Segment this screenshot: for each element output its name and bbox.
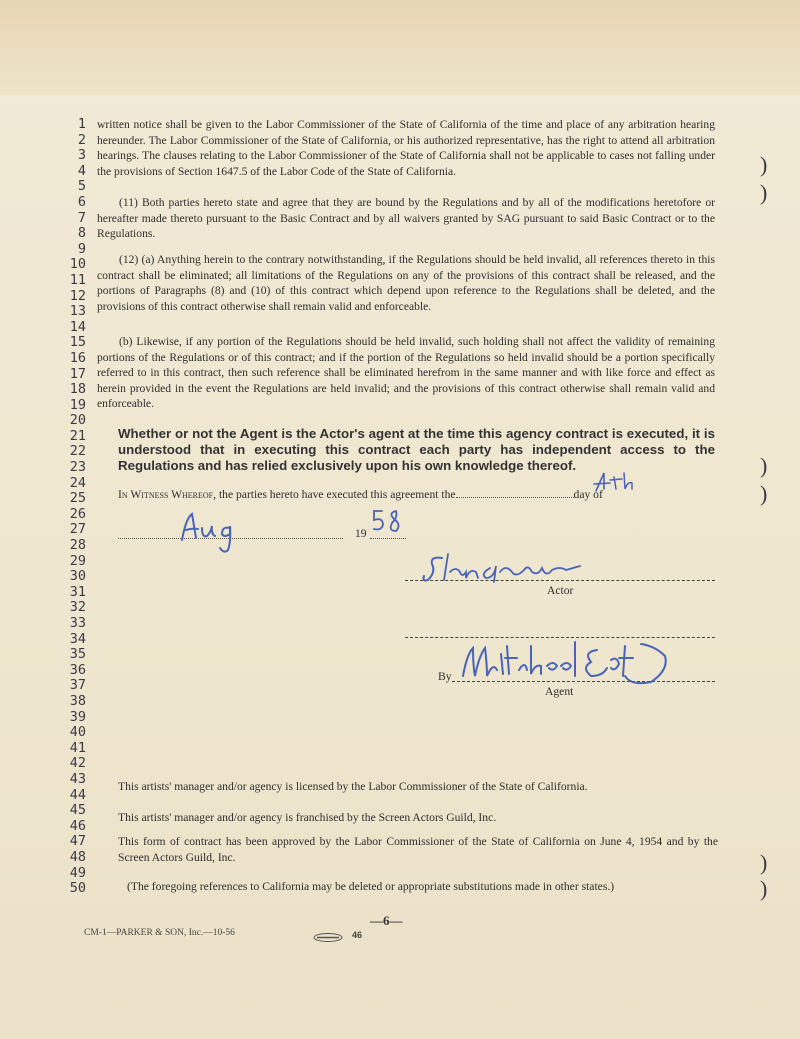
page-number: —6— xyxy=(370,913,403,928)
year-blank xyxy=(370,538,406,539)
line-number: 14 xyxy=(69,318,86,335)
line-number: 39 xyxy=(69,708,86,725)
line-number: 49 xyxy=(69,864,86,881)
line-number: 40 xyxy=(69,724,86,741)
paragraph-arbitration-notice xyxy=(97,117,715,179)
line-number: 43 xyxy=(69,770,86,787)
date-line xyxy=(118,525,418,541)
line-number: 34 xyxy=(69,630,86,647)
line-number: 33 xyxy=(69,615,86,631)
line-number: 44 xyxy=(69,786,86,803)
month-blank xyxy=(118,538,343,539)
line-number: 3 xyxy=(77,147,86,164)
margin-bracket-mark: ) xyxy=(760,152,768,177)
actor-signature-line xyxy=(405,580,715,581)
line-number: 31 xyxy=(69,583,86,600)
line-number: 29 xyxy=(69,552,86,569)
line-number: 42 xyxy=(69,755,86,772)
paragraph-12b xyxy=(97,334,715,412)
printer-imprint: CM-1—PARKER & SON, Inc.—10-56 xyxy=(84,928,235,938)
agent-label: Agent xyxy=(545,685,574,698)
year-prefix: 19 xyxy=(355,527,367,540)
franchised-statement: This artists' manager and/or agency is franchised by the Screen Actors Guild, Inc. xyxy=(118,811,497,824)
actor-label: Actor xyxy=(547,584,574,597)
margin-bracket-mark: ) xyxy=(760,180,768,205)
margin-bracket-mark: ) xyxy=(760,481,768,506)
line-number: 24 xyxy=(69,474,86,491)
line-number: 16 xyxy=(69,349,86,366)
margin-bracket-mark: ) xyxy=(760,876,768,901)
paragraph-text: (b) Likewise, if any portion of the Regulations should be held invalid, such holding shall not affect the validity of remaining portions of the Regulations or of this contract; and if the portion of the Regulations so held invalid should be a portion specifically referred to in this contract, then such reference shall be eliminated herefrom in the same manner and with like force and effect as herein provided in the event the Regulations are held invalid; and the provisions of this contract otherwise shall remain valid and enforceable. xyxy=(97,335,715,411)
line-number: 41 xyxy=(69,739,86,756)
line-number: 45 xyxy=(69,802,86,819)
union-label-icon xyxy=(313,933,343,942)
witness-line xyxy=(118,487,715,503)
line-number: 19 xyxy=(69,396,86,413)
agent-signature xyxy=(455,636,695,696)
union-label-number: 46 xyxy=(352,930,363,940)
line-number: 7 xyxy=(77,209,86,226)
line-number: 36 xyxy=(69,661,86,678)
line-number: 2 xyxy=(77,131,86,148)
day-of-label: day of xyxy=(573,488,603,501)
line-number: 5 xyxy=(77,178,86,195)
line-number: 8 xyxy=(77,225,86,242)
line-number: 11 xyxy=(69,271,86,288)
line-number: 9 xyxy=(77,240,86,257)
line-number: 18 xyxy=(69,381,86,398)
day-blank xyxy=(456,497,574,498)
line-number: 15 xyxy=(69,334,86,351)
line-number: 30 xyxy=(69,568,86,585)
approved-statement: This form of contract has been approved by the Labor Commissioner of the State of California on June 4, 1954 and by the Screen Actors Guild, Inc. xyxy=(118,835,718,864)
line-number: 22 xyxy=(69,443,86,460)
line-number: 25 xyxy=(69,490,86,507)
line-number: 4 xyxy=(77,162,86,179)
line-number: 12 xyxy=(69,287,86,304)
paragraph-text: written notice shall be given to the Labor Commissioner of the State of California of the time and place of any arbitration hearing hereunder. The Labor Commissioner of the State of California, or his authorized representative, has the right to attend all arbitration hearings. The clauses relating to the Labor Commissioner of the State of California shall not be applicable to cases not falling under the provisions of Section 1647.5 of the Labor Code of the State of California. xyxy=(97,118,715,178)
blank-signature-line xyxy=(405,637,715,638)
foregoing-statement: (The foregoing references to California may be deleted or appropriate substitutions made in other states.) xyxy=(127,880,615,893)
line-number: 26 xyxy=(69,505,86,522)
line-number: 35 xyxy=(69,646,86,663)
agent-signature-line xyxy=(452,681,715,682)
line-number: 32 xyxy=(69,599,86,616)
line-number: 1 xyxy=(77,116,86,132)
line-number-column xyxy=(50,117,86,897)
line-number: 13 xyxy=(69,303,86,320)
line-number: 23 xyxy=(69,459,86,476)
notice-text: Whether or not the Agent is the Actor's agent at the time this agency contract is executed, it is understood that in executing this contract each party has independent access to the Regulations and has relied exclusively upon his own knowledge thereof. xyxy=(118,426,715,473)
line-number: 10 xyxy=(69,256,86,273)
line-number: 17 xyxy=(69,365,86,382)
line-number: 21 xyxy=(69,427,86,444)
margin-bracket-mark: ) xyxy=(760,850,768,875)
paragraph-11 xyxy=(97,195,715,242)
line-number: 47 xyxy=(69,833,86,850)
paragraph-12a xyxy=(97,252,715,314)
line-number: 38 xyxy=(69,692,86,709)
line-number: 48 xyxy=(69,848,86,865)
line-number: 6 xyxy=(77,193,86,210)
witness-rest: , the parties hereto have executed this agreement the xyxy=(213,488,456,501)
line-number: 37 xyxy=(69,677,86,694)
licensed-statement: This artists' manager and/or agency is licensed by the Labor Commissioner of the State of California. xyxy=(118,780,588,793)
paragraph-text: (11) Both parties hereto state and agree that they are bound by the Regulations and by all of the modifications heretofore or hereafter made thereto pursuant to the Basic Contract and by all waivers granted by SAG pursuant to said Basic Contract or to the Regulations. xyxy=(97,196,715,241)
line-number: 20 xyxy=(69,412,86,429)
margin-bracket-mark: ) xyxy=(760,453,768,478)
line-number: 46 xyxy=(69,817,86,834)
line-number: 27 xyxy=(69,521,86,538)
witness-lead: In Witness Whereof xyxy=(118,488,214,501)
by-label: By xyxy=(438,670,452,683)
line-number: 28 xyxy=(69,537,86,554)
paper-top-band xyxy=(0,0,800,95)
line-number: 50 xyxy=(69,880,86,897)
paragraph-text: (12) (a) Anything herein to the contrary notwithstanding, if the Regulations should be held invalid, all references thereto in this contract shall be eliminated; all limitations of the Regulations on any of the provisions of this contract shall be released, and the portions of Paragraphs (8) and (10) of this contract which depend upon reference to the Regulations shall be deleted, and the provisions of this contract otherwise shall remain valid and enforceable. xyxy=(97,253,715,313)
